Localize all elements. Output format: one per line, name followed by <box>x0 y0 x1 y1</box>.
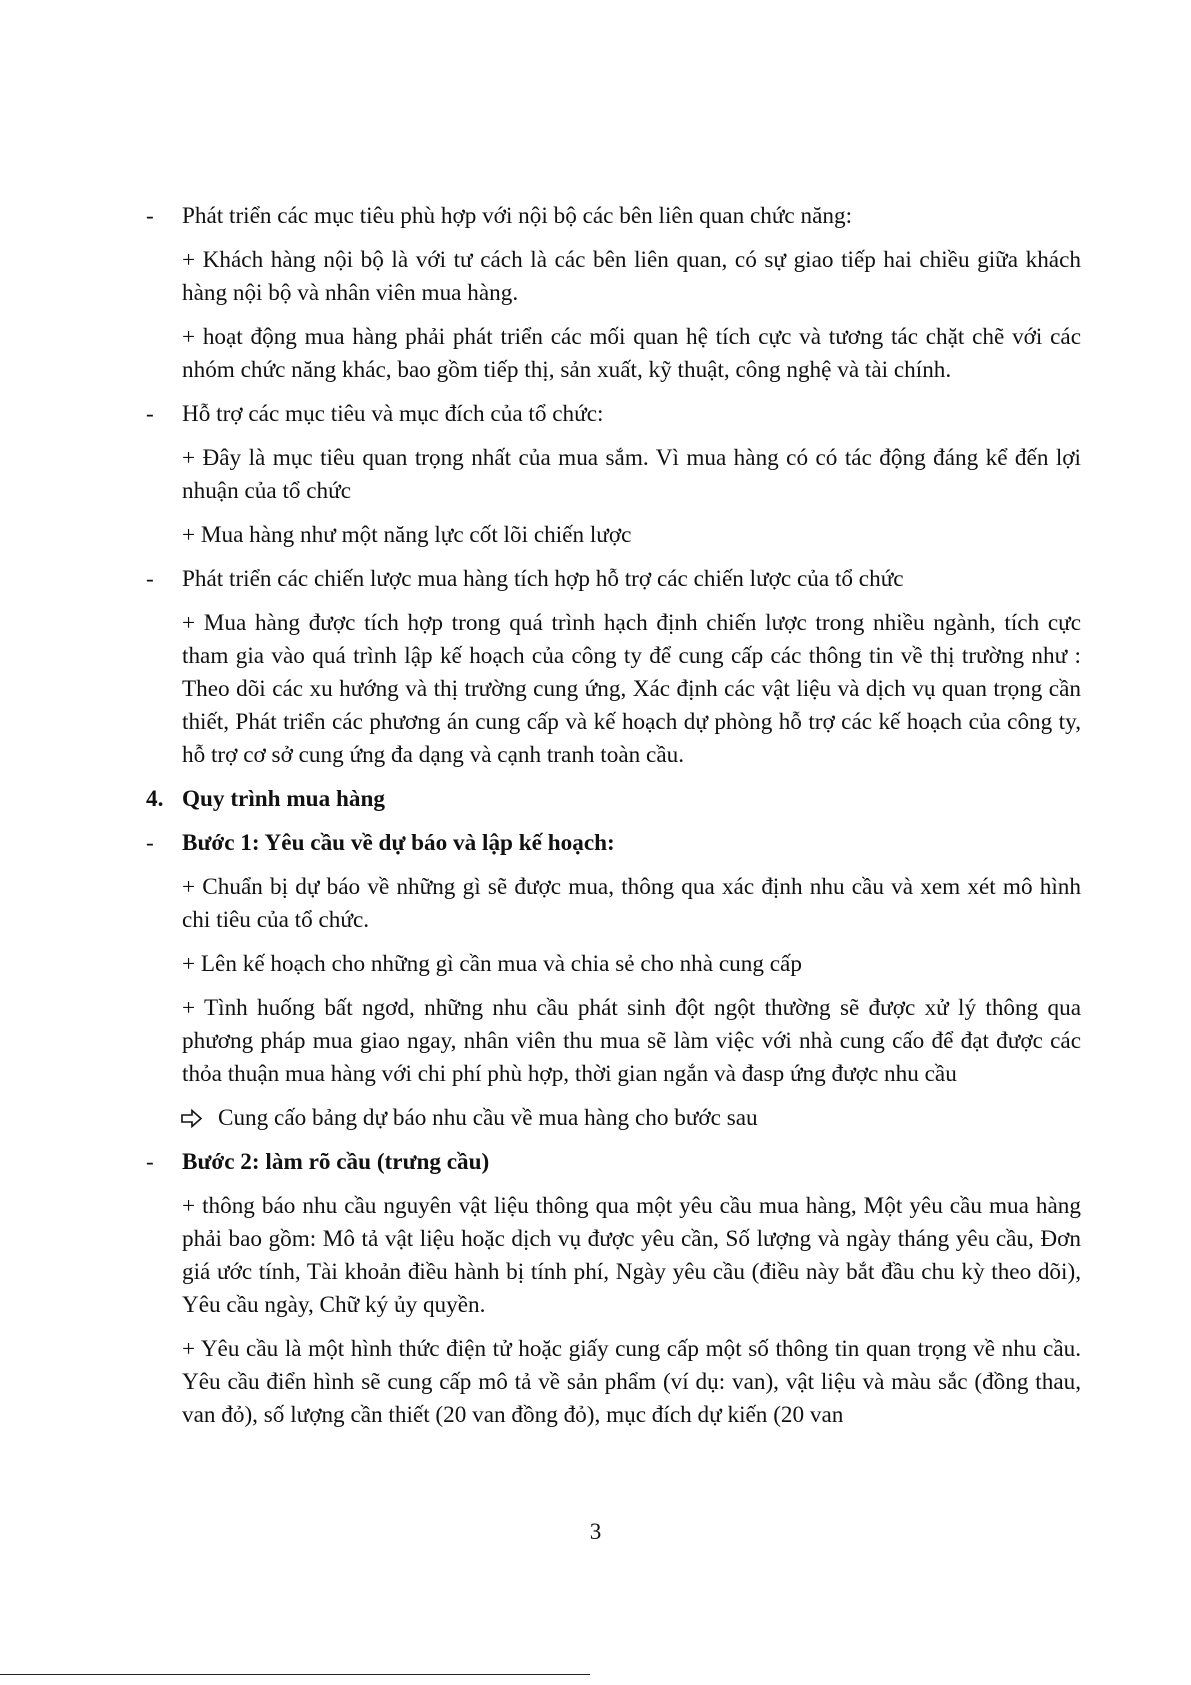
sub-paragraph: + Mua hàng được tích hợp trong quá trình hạch định chiến lược trong nhiều ngành, tích cực tham gia vào quá trình lập kế hoạch của công ty để cung cấp các thông tin về thị trường như : Theo dõi các xu hướng và thị trường cung ứng, Xác định các vật liệu và dịch vụ quan trọng cần thiết, Phát triển các phương án cung cấp và kế hoạch dự phòng hỗ trợ các kế hoạch của công ty, hỗ trợ cơ sở cung ứng đa dạng và cạnh tranh toàn cầu. <box>182 610 1081 768</box>
page-number: 3 <box>589 1519 602 1545</box>
sub-paragraph: + Mua hàng như một năng lực cốt lõi chiến lược <box>182 522 632 548</box>
section-heading <box>146 398 1081 431</box>
section-heading <box>146 783 1081 816</box>
arrow-conclusion <box>146 1102 1081 1135</box>
sub-paragraph: + thông báo nhu cầu nguyên vật liệu thông qua một yêu cầu mua hàng, Một yêu cầu mua hàng phải bao gồm: Mô tả vật liệu hoặc dịch vụ được yêu cần, Số lượng và ngày tháng yêu cầu, Đơn giá ước tính, Tài khoản điều hành bị tính phí, Ngày yêu cầu (điều này bắt đầu chu kỳ theo dõi), Yêu cầu ngày, Chữ ký ủy quyền. <box>182 1193 1081 1318</box>
dash-bullet: - <box>146 203 154 229</box>
dash-bullet: - <box>146 1149 154 1175</box>
sub-paragraph: + Đây là mục tiêu quan trọng nhất của mua sắm. Vì mua hàng có có tác động đáng kể đến lợi nhuận của tổ chức <box>182 445 1081 504</box>
dash-bullet: - <box>146 401 154 427</box>
sub-paragraph: + Khách hàng nội bộ là với tư cách là các bên liên quan, có sự giao tiếp hai chiều giữa khách hàng nội bộ và nhân viên mua hàng. <box>182 247 1081 306</box>
arrow-conclusion-text: Cung cấo bảng dự báo nhu cầu về mua hàng cho bước sau <box>218 1105 758 1131</box>
bullet-heading: Phát triển các mục tiêu phù hợp với nội bộ các bên liên quan chức năng: <box>182 203 853 229</box>
dash-bullet: - <box>146 566 154 592</box>
hollow-arrow-right-icon <box>179 1102 205 1135</box>
section-heading <box>146 1146 1081 1179</box>
sub-paragraph: + Lên kế hoạch cho những gì cần mua và chia sẻ cho nhà cung cấp <box>182 951 802 977</box>
document-body <box>146 200 1081 1432</box>
section-number: 4. <box>146 786 164 812</box>
bullet-heading: Hỗ trợ các mục tiêu và mục đích của tổ chức: <box>182 401 604 427</box>
footer-rule <box>0 1674 590 1675</box>
sub-paragraph: + Tình huống bất ngơd, những nhu cầu phát sinh đột ngột thường sẽ được xử lý thông qua phương pháp mua giao ngay, nhân viên thu mua sẽ làm việc với nhà cung cấo để đạt được các thỏa thuận mua hàng với chi phí phù hợp, thời gian ngắn và đasp ứng được nhu cầu <box>182 995 1081 1087</box>
section-title: Quy trình mua hàng <box>182 786 385 812</box>
sub-paragraph: + hoạt động mua hàng phải phát triển các mối quan hệ tích cực và tương tác chặt chẽ với các nhóm chức năng khác, bao gồm tiếp thị, sản xuất, kỹ thuật, công nghệ và tài chính. <box>182 324 1081 383</box>
section-heading <box>146 200 1081 233</box>
sub-paragraph: + Chuẩn bị dự báo về những gì sẽ được mua, thông qua xác định nhu cầu và xem xét mô hình chi tiêu của tổ chức. <box>182 874 1081 933</box>
section-heading <box>146 563 1081 596</box>
bullet-heading: Phát triển các chiến lược mua hàng tích hợp hỗ trợ các chiến lược của tổ chức <box>182 566 904 592</box>
dash-bullet: - <box>146 830 154 856</box>
bullet-heading: Bước 2: làm rõ cầu (trưng cầu) <box>182 1149 490 1175</box>
section-heading <box>146 827 1081 860</box>
bullet-heading: Bước 1: Yêu cầu về dự báo và lập kế hoạch: <box>182 830 615 856</box>
sub-paragraph: + Yêu cầu là một hình thức điện tử hoặc giấy cung cấp một số thông tin quan trọng về nhu cầu. Yêu cầu điển hình sẽ cung cấp mô tả về sản phẩm (ví dụ: van), vật liệu và màu sắc (đồng thau, van đỏ), số lượng cần thiết (20 van đồng đỏ), mục đích dự kiến (20 van <box>182 1336 1081 1428</box>
